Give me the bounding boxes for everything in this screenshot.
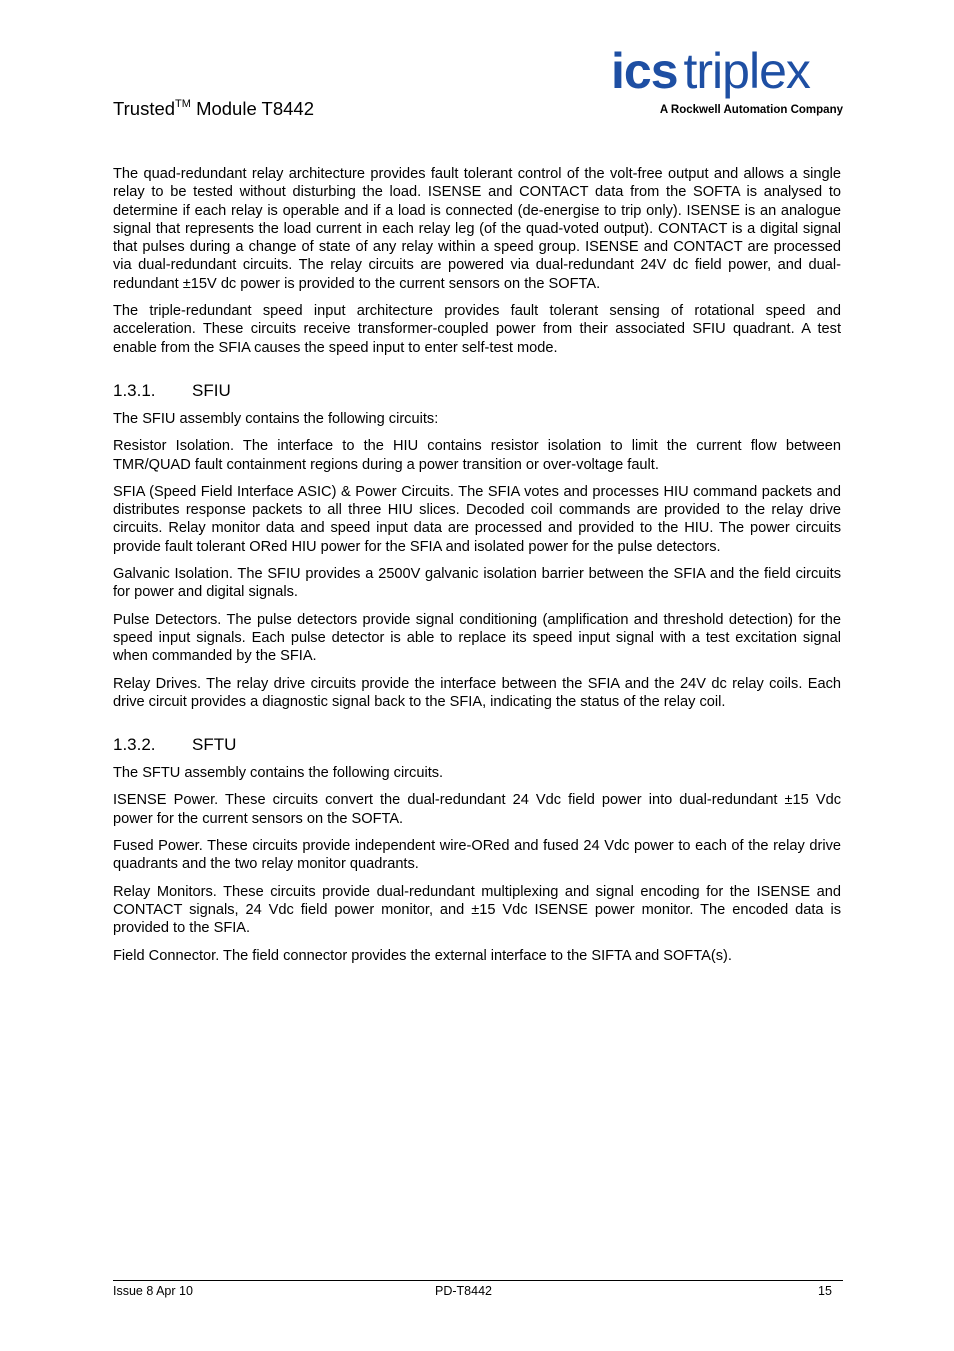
logo-wordmark xyxy=(611,43,843,99)
section-heading-sfiu xyxy=(113,381,841,401)
section-heading-sftu xyxy=(113,735,841,755)
intro-paragraph: The triple-redundant speed input architecture provides fault tolerant sensing of rotational speed and acceleration. These circuits receive transformer-coupled power from their associated SFIU quadrant. A test enable from the SFIA causes the speed input to enter self-test mode. xyxy=(113,303,841,356)
body-paragraph: The SFTU assembly contains the following circuits. xyxy=(113,765,444,782)
trademark-superscript: TM xyxy=(175,98,191,110)
footer-document-id: PD-T8442 xyxy=(435,1284,492,1298)
body-paragraph: Resistor Isolation. The interface to the HIU contains resistor isolation to limit the current flow between TMR/QUAD fault containment regions during a power transition or over-voltage fault. xyxy=(113,438,841,473)
logo-tagline-rest: Company xyxy=(790,104,843,116)
intro-paragraph: The quad-redundant relay architecture provides fault tolerant control of the volt-free output and allows a single relay to be tested without disturbing the load. ISENSE and CONTACT data from the SOFTA is analysed to determine if each relay is operable and if a load is connected (de-energise to trip only). ISENSE is an analogue signal that represents the load current in each relay leg (of the quad-voted output). CONTACT is a digital signal that pulses during a change of state of any relay within a speed group. ISENSE and CONTACT are processed via dual-redundant circuits. The relay circuits are powered via dual-redundant 24V dc field power, and dual-redundant ±15V dc power is provided to the current sensors on the SOFTA. xyxy=(113,166,841,292)
header-title-prefix: Trusted xyxy=(113,98,176,119)
logo-tagline xyxy=(660,104,843,116)
section-number: 1.3.2. xyxy=(113,735,156,755)
section-number: 1.3.1. xyxy=(113,380,156,400)
body-paragraph: Pulse Detectors. The pulse detectors provide signal conditioning (amplification and threshold detection) for the speed input signals. Each pulse detector is able to replace its speed input signal with a test excitation signal when commanded by the SFIA. xyxy=(113,611,841,665)
logo-tagline-bold: A Rockwell Automation xyxy=(659,104,788,116)
body-paragraph: Field Connector. The field connector provides the external interface to the SIFTA and SOFTA(s). xyxy=(113,947,732,964)
section-title: SFIU xyxy=(192,380,231,400)
body-paragraph: Fused Power. These circuits provide independent wire-ORed and fused 24 Vdc power to each of the relay drive quadrants and the two relay monitor quadrants. xyxy=(113,838,841,873)
footer-divider xyxy=(113,1280,843,1281)
body-paragraph: Relay Monitors. These circuits provide dual-redundant multiplexing and signal encoding for the ISENSE and CONTACT signals, 24 Vdc field power monitor, and ±15 Vdc ISENSE power monitor. The encoded data is provided to the SFIA. xyxy=(113,883,841,937)
document-header-title xyxy=(113,98,314,120)
body-paragraph: The SFIU assembly contains the following circuits: xyxy=(113,410,439,427)
body-paragraph: SFIA (Speed Field Interface ASIC) & Power Circuits. The SFIA votes and processes HIU command packets and distributes response packets to all three HIU slices. Decoded coil commands are provided to the relay drive circuits. Relay monitor data and speed input data are processed and provided to the HIU. The power circuits provide fault tolerant ORed HIU power for the SFIA and isolated power for the pulse detectors. xyxy=(113,483,841,555)
body-paragraph: Relay Drives. The relay drive circuits provide the interface between the SFIA and the 24V dc relay coils. Each drive circuit provides a diagnostic signal back to the SFIA, indicating the status of the relay coil. xyxy=(113,675,841,710)
body-paragraph: Galvanic Isolation. The SFIU provides a 2500V galvanic isolation barrier between the SFIA and the field circuits for power and digital signals. xyxy=(113,566,841,601)
document-body xyxy=(113,165,841,974)
body-paragraph: ISENSE Power. These circuits convert the dual-redundant 24 Vdc field power into dual-redundant ±15 Vdc power for the current sensors on the SOFTA. xyxy=(113,792,841,827)
footer-issue: Issue 8 Apr 10 xyxy=(113,1284,193,1298)
ics-triplex-logo xyxy=(611,43,843,120)
section-title: SFTU xyxy=(192,735,237,755)
logo-ics-text: ics xyxy=(611,43,678,99)
header-title-suffix: Module T8442 xyxy=(196,98,314,119)
logo-triplex-text: triplex xyxy=(683,43,810,99)
footer-page-number: 15 xyxy=(818,1284,832,1298)
